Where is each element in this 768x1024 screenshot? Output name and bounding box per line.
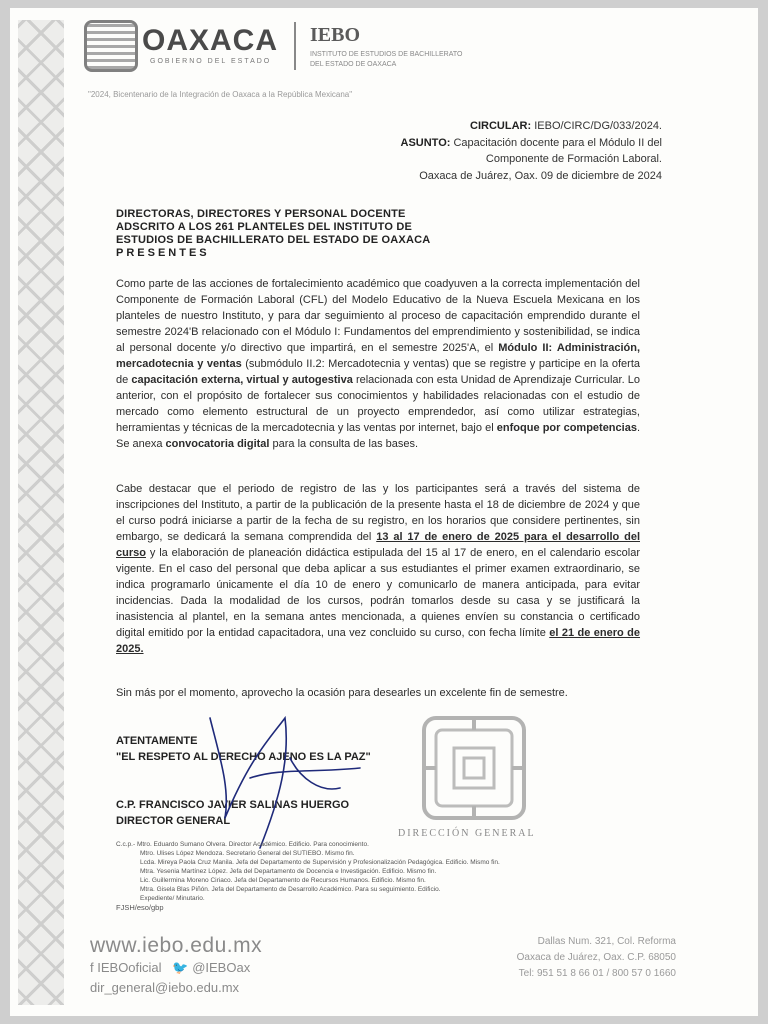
year-motto: "2024, Bicentenario de la Integración de Oaxaca a la República Mexicana" <box>88 90 353 99</box>
document-page <box>10 8 758 1016</box>
bold-run: convocatoria digital <box>165 438 270 450</box>
ccp-line: Lic. Guillermina Moreno Ciriaco. Jefa del Departamento de Recursos Humanos. Edificio. Mismo fin. <box>140 877 426 884</box>
twitter-icon: 🐦 <box>165 960 193 975</box>
seal-label: DIRECCIÓN GENERAL <box>398 828 536 839</box>
text-run: y la elaboración de planeación didáctica estipulada del 15 al 17 de enero, en el calendario escolar vigente. En el caso del personal que deba aplicar a sus estudiantes el primer examen extraordinario, se indica programarlo únicamente el día 10 de enero y comunicarlo de manera anticipada, para evitar incidencias. Dada la modalidad de los cursos, podrán tomarlos desde su casa y se justificará la inasistencia al plantel, en la semana antes mencionada, a quienes envíen su constancia o certificado digital emitido por la entidad capacitadora, una vez concluido su curso, con fecha límite <box>116 547 640 639</box>
text-run: relacionada con esta Unidad de Aprendizaje Curricular. Lo anterior, con el propósito de fortalecer sus conocimientos y habilidades relacionadas con el estudio de mercado como elemento estructural de un proyecto emprendedor, así como utilizar estrategias, herramientas y técnicas de la mercadotecnia y las ventas por internet, bajo el <box>116 374 640 434</box>
addressee-line: ADSCRITO A LOS 261 PLANTELES DEL INSTITUTO DE <box>116 221 413 233</box>
institute-name <box>310 50 510 70</box>
ccp-line: C.c.p.- Mtro. Eduardo Sumano Olvera. Director Académico. Edificio. Para conocimiento. <box>116 841 369 848</box>
text-run: (submódulo II.2: Mercadotecnia y ventas) que se registre y participe en la oferta de <box>116 358 640 386</box>
body-paragraph-2 <box>116 481 640 657</box>
address-line: Oaxaca de Juárez, Oax. C.P. 68050 <box>516 952 676 963</box>
ccp-line: Lcda. Mireya Paola Cruz Manila. Jefa del Departamento de Supervisión y Profesionalización Pedagógica. Edificio. Mismo fin. <box>140 859 500 866</box>
text-run: para la consulta de las bases. <box>269 438 419 450</box>
addressee <box>116 208 456 260</box>
text-run: . Se anexa <box>116 422 640 450</box>
asunto-label: ASUNTO: <box>400 136 451 149</box>
underlined-run: el 21 de enero de 2025. <box>116 627 641 655</box>
bold-run: capacitación externa, virtual y autogestiva <box>131 374 353 386</box>
bold-run: Módulo II: Administración, mercadotecnia y ventas <box>116 342 640 370</box>
addressee-presentes: PRESENTES <box>116 247 210 259</box>
header-divider <box>294 22 296 70</box>
circular-value: IEBO/CIRC/DG/033/2024. <box>531 120 662 132</box>
institution-seal-icon <box>414 708 534 828</box>
ccp-line: Expediente/ Minutario. <box>140 895 205 902</box>
signer-name: C.P. FRANCISCO JAVIER SALINAS HUERGO <box>116 799 350 811</box>
phone-line: Tel: 951 51 8 66 01 / 800 57 0 1660 <box>518 968 676 979</box>
ccp-line: Mtro. Ulises López Mendoza. Secretario General del SUTIEBO. Mismo fin. <box>140 850 355 857</box>
address-line: Dallas Num. 321, Col. Reforma <box>537 936 676 947</box>
institute-name-line: INSTITUTO DE ESTUDIOS DE BACHILLERATO <box>310 51 463 58</box>
bold-run: enfoque por competencias <box>496 422 637 434</box>
institute-name-line: DEL ESTADO DE OAXACA <box>310 61 397 68</box>
twitter-handle: @IEBOax <box>192 960 251 975</box>
facebook-handle: IEBOoficial <box>97 960 162 975</box>
body-paragraph-1 <box>116 276 640 452</box>
institution-lema: "EL RESPETO AL DERECHO AJENO ES LA PAZ" <box>116 751 371 763</box>
body-paragraph-3: Sin más por el momento, aprovecho la ocasión para desearles un excelente fin de semestre. <box>116 687 568 699</box>
oaxaca-logo-icon <box>84 20 138 72</box>
addressee-line: ESTUDIOS DE BACHILLERATO DEL ESTADO DE OAXACA <box>116 234 431 246</box>
asunto-value-cont: Componente de Formación Laboral. <box>485 153 662 165</box>
facebook-icon: f <box>90 960 98 975</box>
ccp-line: FJSH/eso/gbp <box>116 903 164 912</box>
footer-social <box>90 960 250 976</box>
brand-name: OAXACA <box>142 24 279 57</box>
ccp-line: Mtra. Gisela Blas Piñón. Jefa del Departamento de Desarrollo Académico. Para su seguimiento. Edificio. <box>140 886 441 893</box>
text-run: Cabe destacar que el periodo de registro de las y los participantes será a través del sistema de inscripciones del Instituto, a partir de la publicación de la presente hasta el 18 de diciembre de 2024 y que el curso podrá iniciarse a partir de la fecha de su registro, en los horarios que considere pertinentes, sin embargo, se dedicará la semana comprendida del <box>116 483 640 543</box>
footer-email: dir_general@iebo.edu.mx <box>90 980 240 995</box>
underlined-run: 13 al 17 de enero de 2025 para el desarrollo del curso <box>116 531 640 559</box>
brand-subtitle: GOBIERNO DEL ESTADO <box>150 58 272 65</box>
place-date: Oaxaca de Juárez, Oax. 09 de diciembre de 2024 <box>419 169 662 182</box>
decorative-border <box>18 20 64 1005</box>
atentamente: ATENTAMENTE <box>116 735 198 747</box>
addressee-line: DIRECTORAS, DIRECTORES Y PERSONAL DOCENTE <box>116 208 406 220</box>
circular-label: CIRCULAR: <box>470 120 532 132</box>
footer-address <box>517 934 676 982</box>
carbon-copy-list <box>116 840 656 912</box>
document-reference <box>401 118 663 184</box>
institute-acronym: IEBO <box>310 24 361 46</box>
ccp-line: Mtra. Yesenia Martínez López. Jefa del Departamento de Docencia e Investigación. Edificio. Mismo fin. <box>140 868 437 875</box>
footer-website: www.iebo.edu.mx <box>90 934 263 957</box>
text-run: Como parte de las acciones de fortalecimiento académico que coadyuven a la correcta implementación del Componente de Formación Laboral (CFL) del Modelo Educativo de la Nueva Escuela Mexicana en los planteles de nuestro Instituto, y para dar seguimiento al proceso de capacitación emprendido durante el semestre 2024'B relacionado con el Módulo I: Fundamentos del emprendimiento y sostenibilidad, se indica al personal docente y/o directivo que impartirá, en el semestre 2025'A, el <box>116 278 640 354</box>
asunto-value: Capacitación docente para el Módulo II del <box>450 136 662 149</box>
signer-position: DIRECTOR GENERAL <box>116 815 231 827</box>
